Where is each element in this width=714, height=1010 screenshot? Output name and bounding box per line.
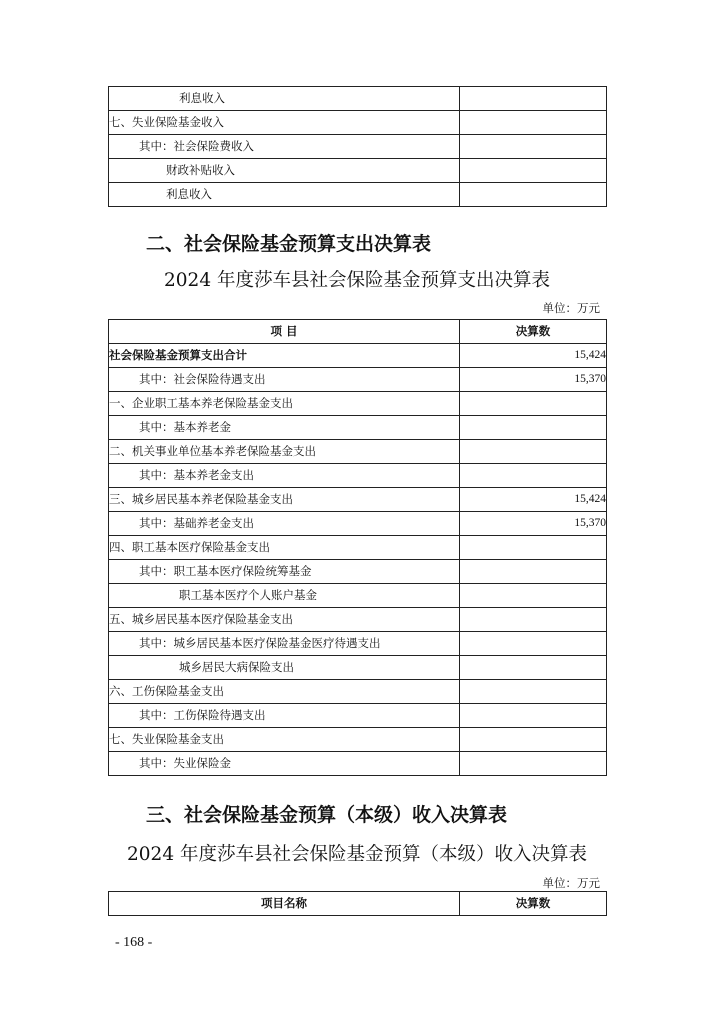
col-value-header: 决算数	[460, 892, 607, 916]
table-row	[109, 159, 607, 183]
row-item-name: 利息收入	[109, 87, 460, 111]
row-item-name: 其中：城乡居民基本医疗保险基金医疗待遇支出	[109, 632, 460, 656]
expenditure-table	[108, 319, 607, 776]
row-item-name: 财政补贴收入	[109, 159, 460, 183]
table-row	[109, 752, 607, 776]
row-item-value	[460, 632, 607, 656]
section3-heading: 三、社会保险基金预算（本级）收入决算表	[146, 804, 508, 826]
row-item-value	[460, 680, 607, 704]
table-row	[109, 536, 607, 560]
row-item-name: 其中：失业保险金	[109, 752, 460, 776]
row-item-value	[460, 656, 607, 680]
row-item-value	[460, 464, 607, 488]
table-row	[109, 464, 607, 488]
table-row	[109, 608, 607, 632]
row-item-value	[460, 752, 607, 776]
table-row	[109, 416, 607, 440]
row-item-value: 15,424	[460, 488, 607, 512]
table-row	[109, 440, 607, 464]
row-item-name: 利息收入	[109, 183, 460, 207]
row-item-name: 七、失业保险基金收入	[109, 111, 460, 135]
table-row	[109, 392, 607, 416]
table-row	[109, 87, 607, 111]
table-row	[109, 728, 607, 752]
table-row	[109, 488, 607, 512]
row-item-name: 职工基本医疗个人账户基金	[109, 584, 460, 608]
row-item-value	[460, 560, 607, 584]
row-item-name: 其中：职工基本医疗保险统筹基金	[109, 560, 460, 584]
row-item-value	[460, 536, 607, 560]
row-item-name: 二、机关事业单位基本养老保险基金支出	[109, 440, 460, 464]
row-item-value	[460, 584, 607, 608]
section3-unit: 单位：万元	[542, 876, 600, 890]
row-item-value	[460, 183, 607, 207]
row-item-value	[460, 111, 607, 135]
table-header-row	[109, 892, 607, 916]
row-item-value: 15,370	[460, 512, 607, 536]
row-item-name: 其中：基本养老金支出	[109, 464, 460, 488]
table-row	[109, 560, 607, 584]
row-item-value	[460, 392, 607, 416]
row-item-name: 六、工伤保险基金支出	[109, 680, 460, 704]
row-item-name: 城乡居民大病保险支出	[109, 656, 460, 680]
table-row	[109, 111, 607, 135]
row-item-value	[460, 87, 607, 111]
row-item-name: 社会保险基金预算支出合计	[109, 344, 460, 368]
col-value-header: 决算数	[460, 320, 607, 344]
row-item-value	[460, 416, 607, 440]
section2-table-title: 2024 年度莎车县社会保险基金预算支出决算表	[164, 270, 550, 291]
section2-heading: 二、社会保险基金预算支出决算表	[146, 233, 432, 255]
row-item-name: 其中：工伤保险待遇支出	[109, 704, 460, 728]
table-row	[109, 656, 607, 680]
row-item-name: 其中：社会保险费收入	[109, 135, 460, 159]
table-row	[109, 135, 607, 159]
col-item-header: 项目名称	[109, 892, 460, 916]
row-item-value	[460, 135, 607, 159]
row-item-name: 七、失业保险基金支出	[109, 728, 460, 752]
row-item-value: 15,424	[460, 344, 607, 368]
row-item-name: 四、职工基本医疗保险基金支出	[109, 536, 460, 560]
row-item-name: 其中：基本养老金	[109, 416, 460, 440]
table-row	[109, 680, 607, 704]
page-number: - 168 -	[115, 935, 153, 950]
table-row	[109, 584, 607, 608]
row-item-name: 五、城乡居民基本医疗保险基金支出	[109, 608, 460, 632]
row-item-name: 三、城乡居民基本养老保险基金支出	[109, 488, 460, 512]
table-row	[109, 512, 607, 536]
col-item-header: 项 目	[109, 320, 460, 344]
table-row	[109, 704, 607, 728]
section2-unit: 单位：万元	[542, 301, 600, 315]
row-item-name: 其中：基础养老金支出	[109, 512, 460, 536]
table-header-row	[109, 320, 607, 344]
row-item-value	[460, 704, 607, 728]
row-item-value	[460, 440, 607, 464]
table-row	[109, 344, 607, 368]
table-row	[109, 368, 607, 392]
row-item-name: 其中：社会保险待遇支出	[109, 368, 460, 392]
income-table-continuation	[108, 86, 607, 207]
table-row	[109, 632, 607, 656]
row-item-value: 15,370	[460, 368, 607, 392]
row-item-name: 一、企业职工基本养老保险基金支出	[109, 392, 460, 416]
section3-table-title: 2024 年度莎车县社会保险基金预算（本级）收入决算表	[127, 844, 587, 865]
row-item-value	[460, 159, 607, 183]
income-table-level	[108, 891, 607, 916]
row-item-value	[460, 728, 607, 752]
table-row	[109, 183, 607, 207]
row-item-value	[460, 608, 607, 632]
